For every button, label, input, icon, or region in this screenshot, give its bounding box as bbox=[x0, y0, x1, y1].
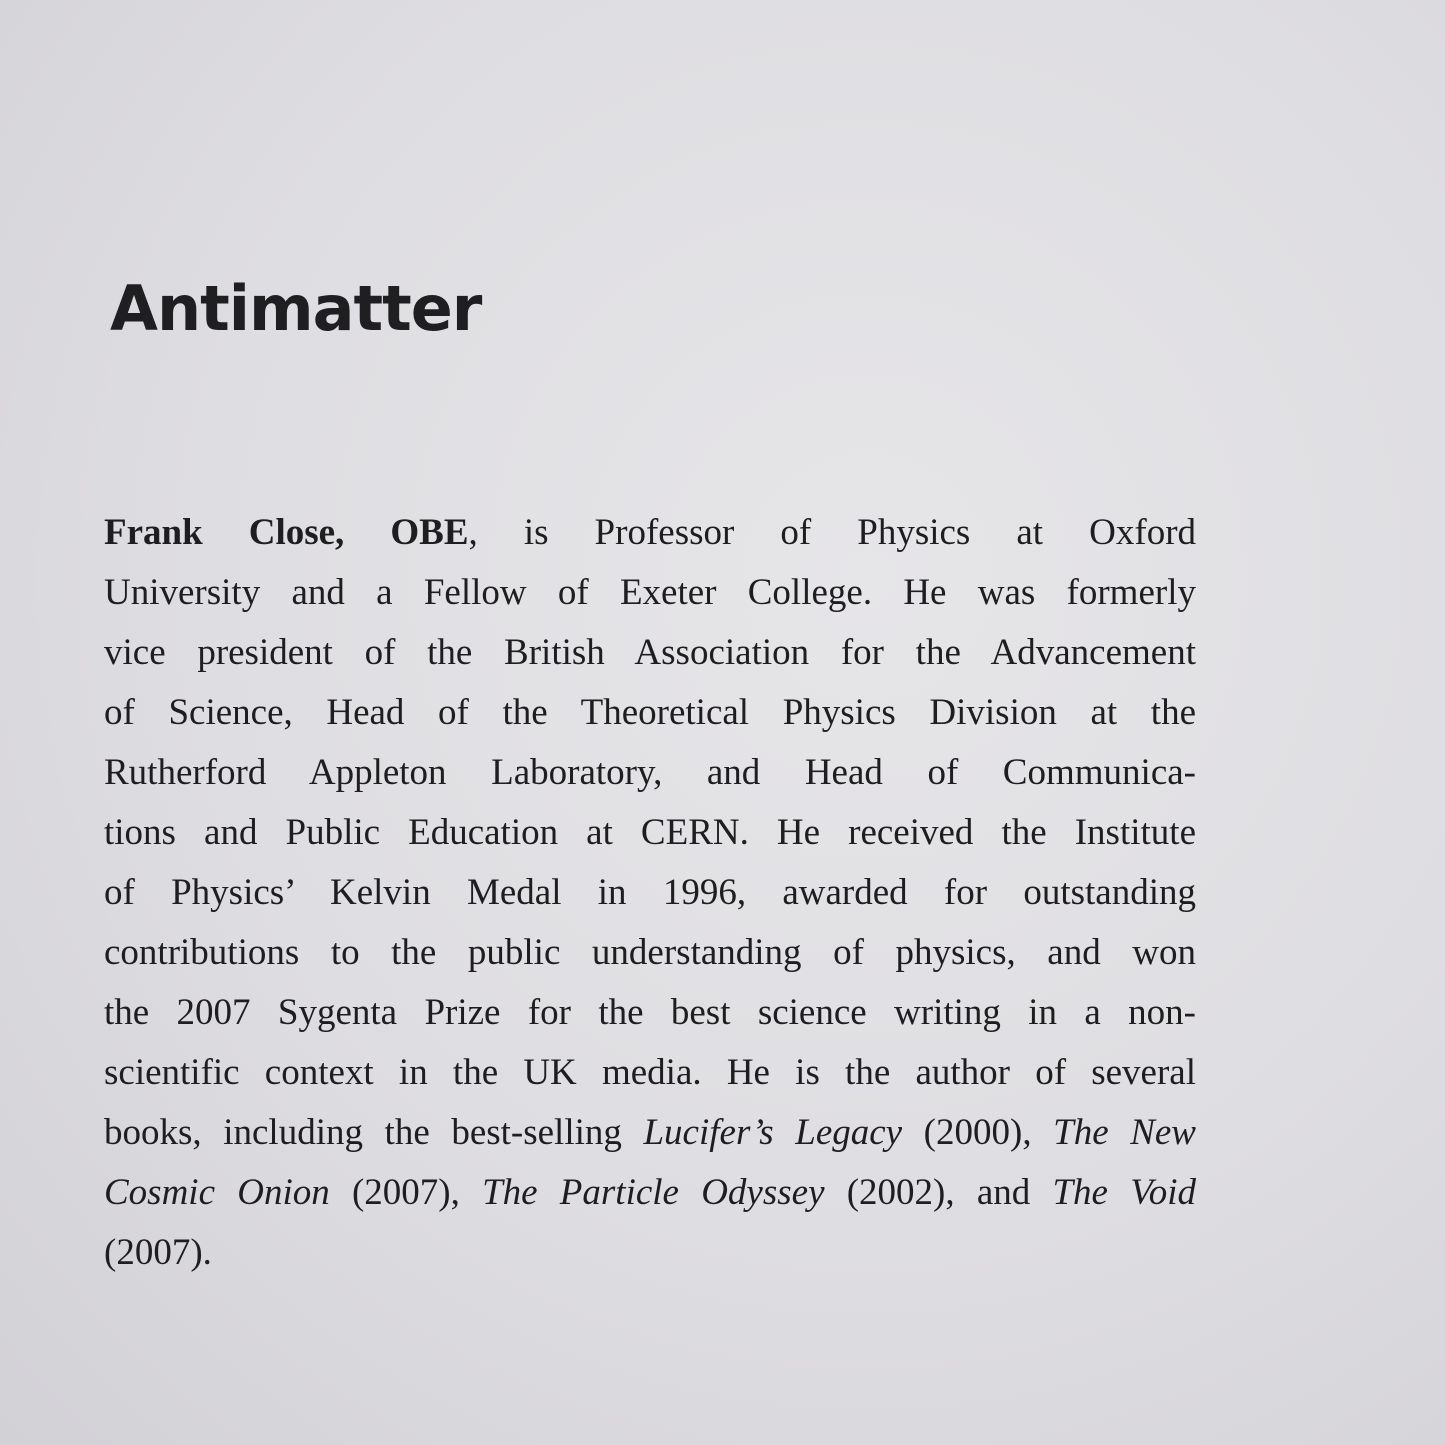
bio-line: contributions to the public understanding of physics, and won bbox=[104, 932, 1196, 973]
bio-line bbox=[104, 503, 1196, 563]
bio-line: University and a Fellow of Exeter College. He was formerly bbox=[104, 572, 1196, 613]
book-title: The New bbox=[1053, 1112, 1196, 1153]
bio-line bbox=[104, 1163, 1196, 1223]
bio-line: Rutherford Appleton Laboratory, and Head of Communica- bbox=[104, 752, 1196, 793]
bio-text: books, including the best-selling bbox=[104, 1112, 644, 1153]
book-title: The Particle Odyssey bbox=[482, 1172, 825, 1213]
book-title: Cosmic Onion bbox=[104, 1172, 330, 1213]
book-title: Lucifer’s Legacy bbox=[643, 1112, 903, 1153]
bio-text: (2000), bbox=[902, 1112, 1054, 1153]
bio-text: (2007), bbox=[329, 1172, 483, 1213]
bio-line: vice president of the British Association for the Advancement bbox=[104, 632, 1196, 673]
bio-line: tions and Public Education at CERN. He received the Institute bbox=[104, 812, 1196, 853]
page-title: Antimatter bbox=[110, 272, 482, 345]
bio-line: scientific context in the UK media. He is the author of several bbox=[104, 1052, 1196, 1093]
bio-line: of Physics’ Kelvin Medal in 1996, awarded for outstanding bbox=[104, 872, 1196, 913]
bio-line: (2007). bbox=[104, 1232, 212, 1273]
book-title: The Void bbox=[1052, 1172, 1196, 1213]
author-bio bbox=[104, 503, 1196, 1283]
author-name: Frank Close, OBE bbox=[104, 512, 469, 553]
bio-line: the 2007 Sygenta Prize for the best science writing in a non- bbox=[104, 992, 1196, 1033]
bio-text: (2002), and bbox=[824, 1172, 1053, 1213]
bio-line bbox=[104, 1103, 1196, 1163]
bio-text: , is Professor of Physics at Oxford bbox=[468, 512, 1197, 553]
bio-line: of Science, Head of the Theoretical Physics Division at the bbox=[104, 692, 1196, 733]
